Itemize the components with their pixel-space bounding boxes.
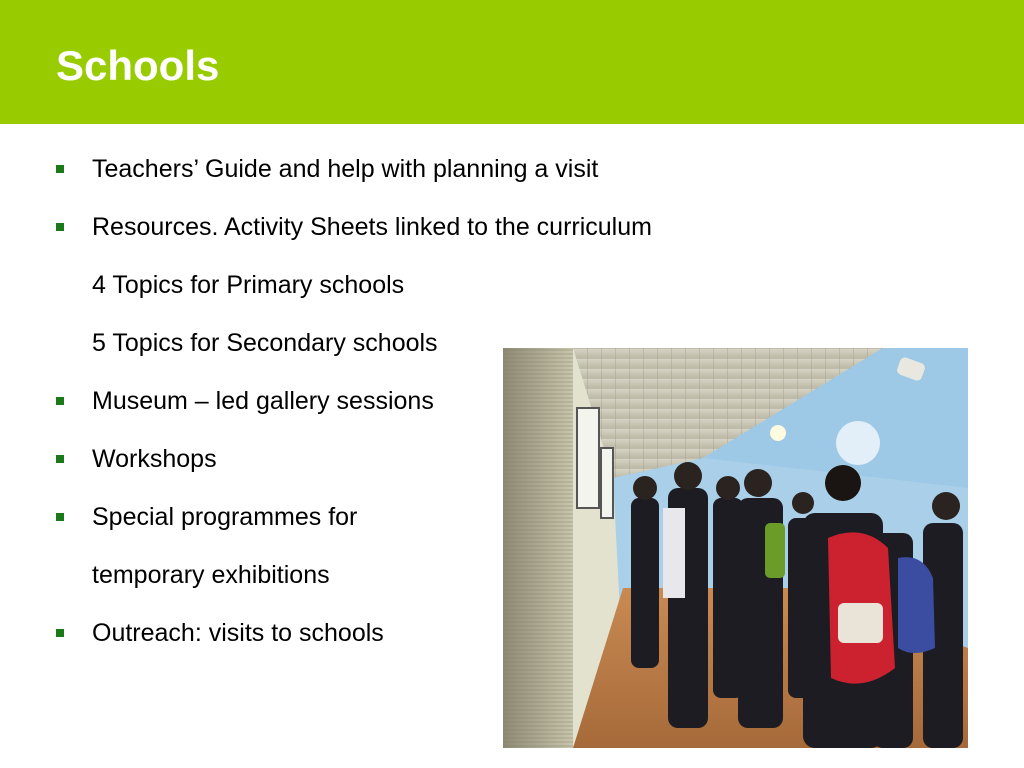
- list-item-text: Workshops: [92, 445, 217, 473]
- list-item-text: Teachers’ Guide and help with planning a visit: [92, 155, 599, 183]
- list-item-text: 5 Topics for Secondary schools: [92, 329, 438, 357]
- square-bullet-icon: [56, 513, 64, 521]
- list-item-text: temporary exhibitions: [92, 561, 330, 589]
- list-item-text: Outreach: visits to schools: [92, 619, 384, 647]
- list-item-text: 4 Topics for Primary schools: [92, 271, 405, 299]
- square-bullet-icon: [56, 397, 64, 405]
- square-bullet-icon: [56, 165, 64, 173]
- gallery-visit-photo: [503, 348, 968, 748]
- square-bullet-icon: [56, 629, 64, 637]
- list-item-text: Resources. Activity Sheets linked to the curriculum: [92, 213, 652, 241]
- list-item-text: Museum – led gallery sessions: [92, 387, 434, 415]
- square-bullet-icon: [56, 455, 64, 463]
- square-bullet-icon: [56, 223, 64, 231]
- slide-title: Schools: [56, 42, 220, 89]
- list-item-text: Special programmes for: [92, 503, 358, 531]
